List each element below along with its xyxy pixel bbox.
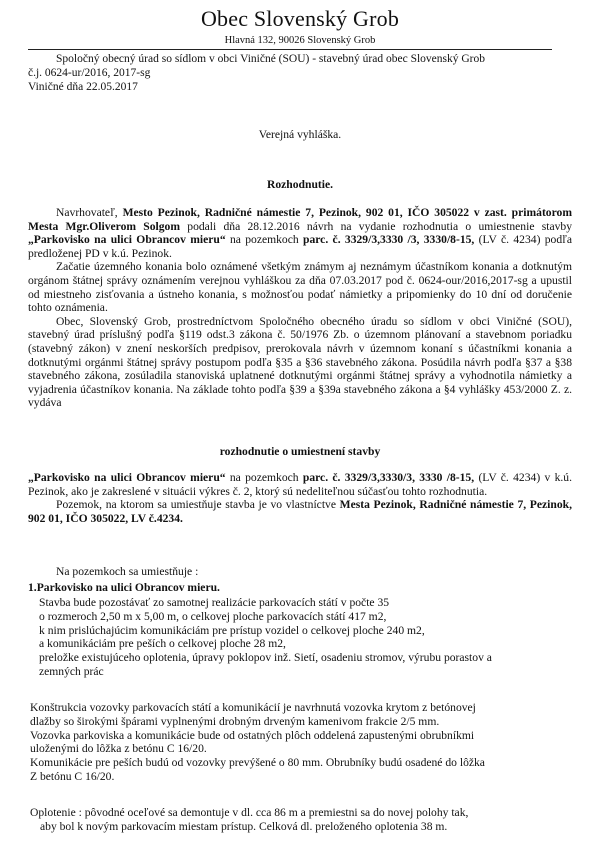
text-span: (LV č. 4234) podľa predloženej PD v k.ú. Pezinok. — [28, 233, 572, 260]
description-line: Komunikácie pre peších budú od vozovky prevýšené o 80 mm. Obrubníky budú osadené do lôžka — [30, 756, 485, 770]
project-name: „Parkovisko na ulici Obrancov mieru“ — [28, 471, 226, 484]
description-line: Vozovka parkoviska a komunikácie bude od ostatných plôch oddelená zapustenými obrubníkmi — [30, 728, 475, 742]
text-span: na pozemkoch — [225, 471, 303, 484]
text-span: na pozemkoch — [225, 233, 303, 247]
description-line: o rozmeroch 2,50 m x 5,00 m, o celkovej ploche parkovacích státí 417 m2, — [39, 609, 387, 623]
text-span: podali dňa 28.12.2016 návrh na vydanie rozhodnutia o umiestnenie stavby — [180, 219, 572, 233]
decision-paragraph-2 — [28, 498, 572, 525]
placement-intro: Na pozemkoch sa umiestňuje : — [56, 565, 199, 578]
decision-heading: Rozhodnutie. — [266, 178, 334, 191]
intro-paragraph-3: Obec, Slovenský Grob, prostredníctvom Spoločného obecného úradu so sídlom v obci Viničné (SOU), stavebný úrad príslušný podľa §119 odst.3 zákona č. 50/1976 Zb. o územnom plánovaní a stavebnom poriadku (stavebný zákon) v znení neskorších predpisov, prerokovala návrh v územnom konaní s účastníkmi konania a dotknutými orgánmi štátnej správy postupom podľa §35 a §36 stavebného zákona. Posúdila návrh podľa §37 a §38 stavebného zákona, zosúladila stanoviská uplatnené dotknutými orgánmi štátnej správy a vyhodnotila námietky a vyjadrenia účastníkov konania. Na základe tohto podľa §39 a §39a stavebného zákona a §4 vyhlášky 453/2000 Z. z. vydáva — [28, 314, 572, 410]
description-line: dlažby so širokými špárami vyplnenými drobným drveným kamenivom frakcie 2/5 mm. — [30, 714, 440, 728]
document-date: Viničné dňa 22.05.2017 — [28, 81, 138, 93]
description-line: a komunikáciám pre peších o celkovej ploche 28 m2, — [39, 637, 286, 651]
decision-section — [28, 471, 572, 525]
page-title: Obec Slovenský Grob — [200, 6, 400, 31]
owner-details: Mesta Pezinok, Radničné námestie 7, Pezinok, 902 01, IČO 305022, LV č.4234. — [28, 498, 572, 525]
text-span: Navrhovateľ, — [56, 206, 123, 219]
reference-number: č.j. 0624-ur/2016, 2017-sg — [28, 67, 151, 79]
description-line: Oplotenie : pôvodné oceľové sa demontuje v dl. cca 86 m a premiestni sa do novej polohy tak, — [30, 806, 469, 819]
description-line: uloženými do lôžka z betónu C 16/20. — [30, 742, 207, 756]
public-notice-heading: Verejná vyhláška. — [258, 128, 342, 141]
text-span: Pozemok, na ktorom sa umiestňuje stavba je vo vlastníctve — [56, 498, 340, 512]
description-line: zemných prác — [39, 664, 104, 678]
decision-paragraph-1 — [28, 471, 572, 498]
text-span: (LV č. 4234) v k.ú. Pezinok, ako je zakreslené v situácii výkres č. 2, ktorý sú nedeliteľnou súčasťou tohto rozhodnutia. — [28, 471, 572, 498]
item-1-description — [39, 596, 492, 679]
description-line: Konštrukcia vozovky parkovacích státí a komunikácií je navrhnutá vozovka krytom z betónovej — [30, 701, 476, 714]
parcel-numbers: parc. č. 3329/3,3330/3, 3330 /8-15, — [302, 471, 475, 484]
intro-paragraph-2: Začatie územného konania bolo oznámené všetkým známym aj neznámym účastníkom konania a dotknutým orgánom štátnej správy oznámením verejnou vyhláškou za dňa 07.03.2017 pod č. 0624-our/2016,2017-sg a upustil od miestneho zisťovania a ústneho konania, s možnosťou podať námietky a pripomienky do 10 dní od doručenie tohto oznámenia. — [28, 260, 572, 315]
header-address: Hlavná 132, 90026 Slovenský Grob — [224, 35, 376, 46]
description-line: Z betónu C 16/20. — [30, 769, 115, 783]
sub-heading: rozhodnutie o umiestnení stavby — [219, 445, 381, 458]
description-line: Stavba bude pozostávať zo samotnej realizácie parkovacích státí v počte 35 — [39, 596, 390, 609]
parcel-numbers: parc. č. 3329/3,3330 /3, 3330/8-15, — [303, 233, 475, 247]
description-line: preložke existujúceho oplotenia, úpravy poklopov inž. Sietí, osadeniu stromov, výrubu porastov a — [39, 651, 492, 665]
description-line: k nim prislúchajúcim komunikáciám pre prístup vozidel o celkovej ploche 240 m2, — [39, 623, 425, 637]
fence-description — [30, 806, 468, 834]
project-name: „Parkovisko na ulici Obrancov mieru“ — [28, 233, 226, 247]
description-line: aby bol k novým parkovacím miestam prístup. Celková dl. preloženého oplotenia 38 m. — [40, 819, 448, 833]
applicant-name: Mesto Pezinok, Radničné námestie 7, Pezinok, 902 01, IČO 305022 v zast. primátorom Mesta Mgr.Oliverom Solgom — [28, 206, 572, 233]
office-line: Spoločný obecný úrad so sídlom v obci Viničné (SOU) - stavebný úrad obec Slovenský Grob — [56, 53, 485, 65]
item-1-title: 1.Parkovisko na ulici Obrancov mieru. — [28, 581, 220, 594]
intro-section — [28, 206, 572, 410]
construction-description — [30, 701, 485, 784]
header-divider — [28, 49, 552, 50]
intro-paragraph-1 — [28, 206, 572, 260]
